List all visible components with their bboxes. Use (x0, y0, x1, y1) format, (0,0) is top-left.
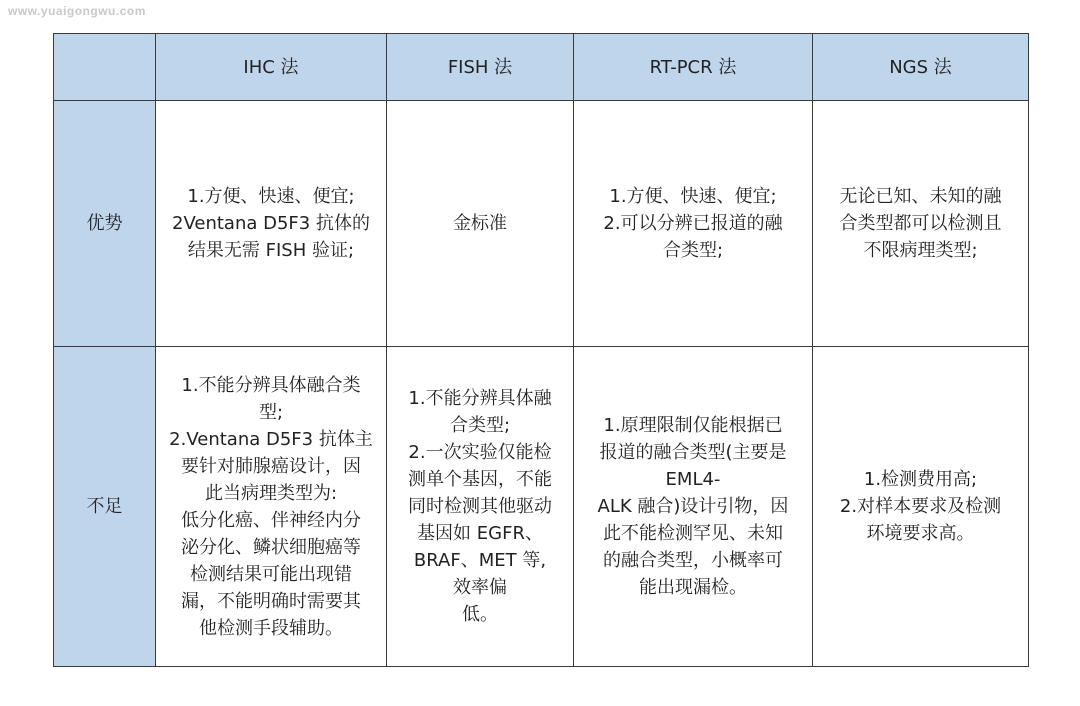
cell-advantages-ihc (156, 101, 387, 347)
column-header-rt-pcr: RT-PCR 法 (574, 34, 813, 101)
cell-text-line: 测单个基因，不能 (408, 469, 552, 490)
cell-text-line: ALK 融合)设计引物，因 (597, 496, 789, 517)
watermark: www.yuaigongwu.com (8, 4, 146, 18)
cell-advantages-rt-pcr (574, 101, 813, 347)
cell-text-line: 1.不能分辨具体融合类 (181, 374, 361, 396)
comparison-table (53, 33, 1029, 667)
cell-text-line: 2Ventana D5F3 抗体的 (172, 213, 370, 234)
cell-text-line: 效率偏 (453, 577, 507, 598)
cell-text-line: BRAF、MET 等, (413, 550, 547, 571)
cell-text-line: 2.Ventana D5F3 抗体主 (169, 428, 373, 450)
corner-cell (54, 34, 156, 101)
column-header-ihc: IHC 法 (156, 34, 387, 101)
cell-text-line: 1.不能分辨具体融 (408, 388, 552, 409)
cell-disadvantages-rt-pcr (574, 347, 813, 667)
cell-text-line: 2.一次实验仅能检 (408, 442, 552, 463)
cell-text-line: 1.方便、快速、便宜; (609, 186, 777, 207)
cell-text-line: 1.原理限制仅能根据已 (603, 415, 783, 436)
cell-text-line: 低。 (462, 604, 498, 625)
cell-text-line: 基因如 EGFR、 (417, 523, 543, 544)
cell-disadvantages-ngs (813, 347, 1029, 667)
cell-text-line: 2.对样本要求及检测 (839, 496, 1002, 517)
cell-text-line: 型; (258, 401, 284, 423)
cell-text-line: 能出现漏检。 (639, 577, 747, 598)
cell-text-line: 合类型都可以检测且 (839, 213, 1002, 234)
cell-text-line: 的融合类型，小概率可 (603, 550, 783, 571)
header-row (54, 34, 1029, 101)
cell-text-line: 报道的融合类型(主要是 (599, 442, 787, 463)
cell-text-line: 漏，不能明确时需要其 (181, 590, 361, 612)
cell-text-line: 2.可以分辨已报道的融 (603, 213, 783, 234)
cell-text-line: 要针对肺腺癌设计，因 (181, 455, 361, 477)
cell-text-line: 无论已知、未知的融 (839, 186, 1002, 207)
column-header-ngs: NGS 法 (813, 34, 1029, 101)
cell-text-line: 结果无需 FISH 验证; (187, 240, 355, 261)
cell-advantages-ngs (813, 101, 1029, 347)
cell-text-line: 不限病理类型; (863, 240, 978, 261)
cell-disadvantages-fish (387, 347, 574, 667)
cell-text-line: EML4- (665, 469, 721, 490)
cell-text-line: 检测结果可能出现错 (190, 563, 352, 585)
cell-advantages-fish (387, 101, 574, 347)
cell-disadvantages-ihc (156, 347, 387, 667)
cell-text-line: 他检测手段辅助。 (199, 617, 343, 639)
cell-text-line: 同时检测其他驱动 (408, 496, 552, 517)
cell-text-line: 泌分化、鳞状细胞癌等 (181, 536, 361, 558)
row-label-advantages: 优势 (54, 101, 156, 347)
table-row-disadvantages (54, 347, 1029, 667)
cell-text-line: 此不能检测罕见、未知 (603, 523, 783, 544)
cell-text-line: 环境要求高。 (866, 523, 975, 544)
cell-text-line: 1.方便、快速、便宜; (187, 186, 355, 207)
table-row-advantages (54, 101, 1029, 347)
cell-text-line: 此当病理类型为: (204, 482, 338, 504)
cell-text-line: 低分化癌、伴神经内分 (181, 509, 361, 531)
column-header-fish: FISH 法 (387, 34, 574, 101)
row-label-disadvantages: 不足 (54, 347, 156, 667)
cell-text-line: 金标准 (453, 213, 507, 234)
cell-text-line: 合类型; (662, 240, 724, 261)
cell-text-line: 合类型; (449, 415, 511, 436)
cell-text-line: 1.检测费用高; (863, 469, 978, 490)
